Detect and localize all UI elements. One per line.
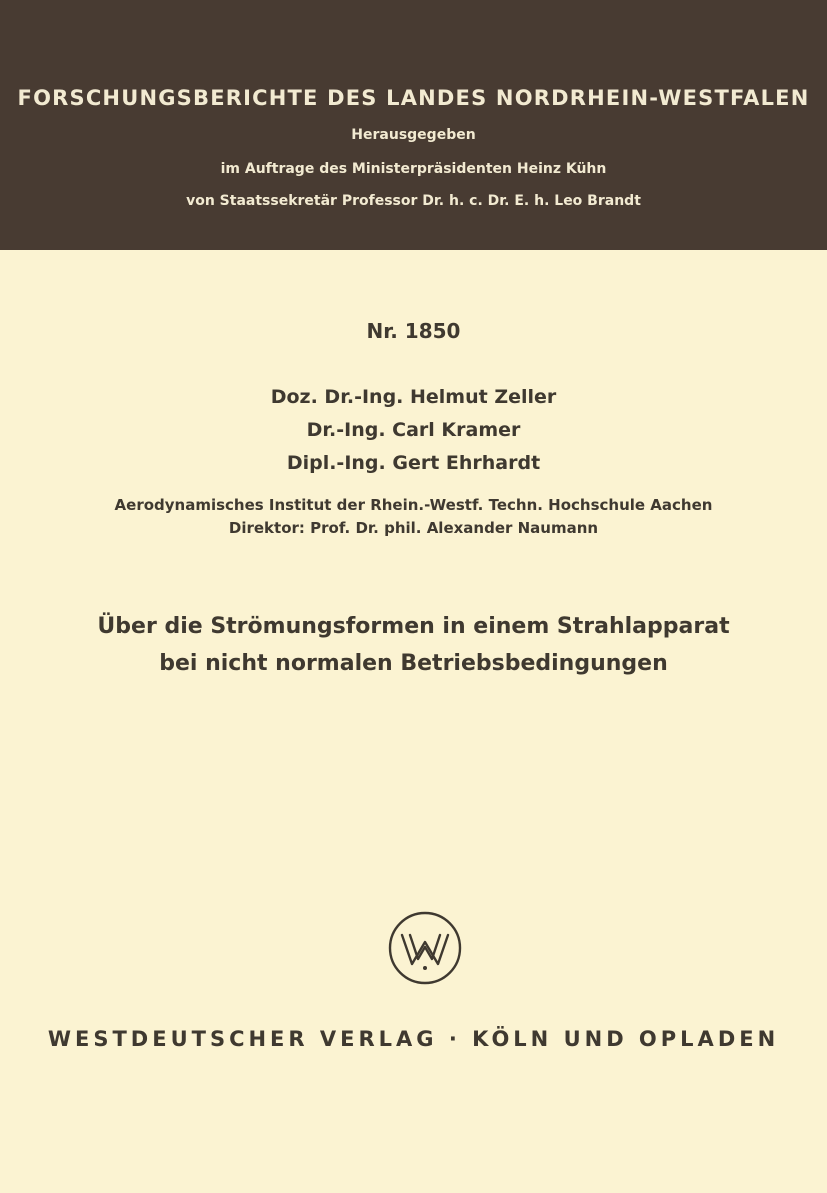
institute-director: Direktor: Prof. Dr. phil. Alexander Naumann [228, 519, 599, 537]
series-title: FORSCHUNGSBERICHTE DES LANDES NORDRHEIN-WESTFALEN [17, 86, 810, 110]
publisher-note-line: Herausgegeben [351, 127, 476, 143]
editor-line: von Staatssekretär Professor Dr. h. c. Dr. E. h. Leo Brandt [186, 193, 641, 209]
title-line-2: bei nicht normalen Betriebsbedingungen [159, 651, 668, 676]
ww-logo-icon [387, 910, 463, 986]
author-2: Dr.-Ing. Carl Kramer [306, 419, 521, 441]
institute-name: Aerodynamisches Institut der Rhein.-Westf. Techn. Hochschule Aachen [114, 496, 713, 514]
title-line-1: Über die Strömungsformen in einem Strahlapparat [97, 614, 730, 639]
author-3: Dipl.-Ing. Gert Ehrhardt [286, 452, 541, 474]
publisher-line: WESTDEUTSCHER VERLAG · KÖLN UND OPLADEN [47, 1027, 780, 1051]
author-1: Doz. Dr.-Ing. Helmut Zeller [270, 386, 557, 408]
commissioner-line: im Auftrage des Ministerpräsidenten Heinz Kühn [220, 161, 607, 177]
report-number: Nr. 1850 [366, 319, 461, 343]
header-band [0, 0, 827, 250]
